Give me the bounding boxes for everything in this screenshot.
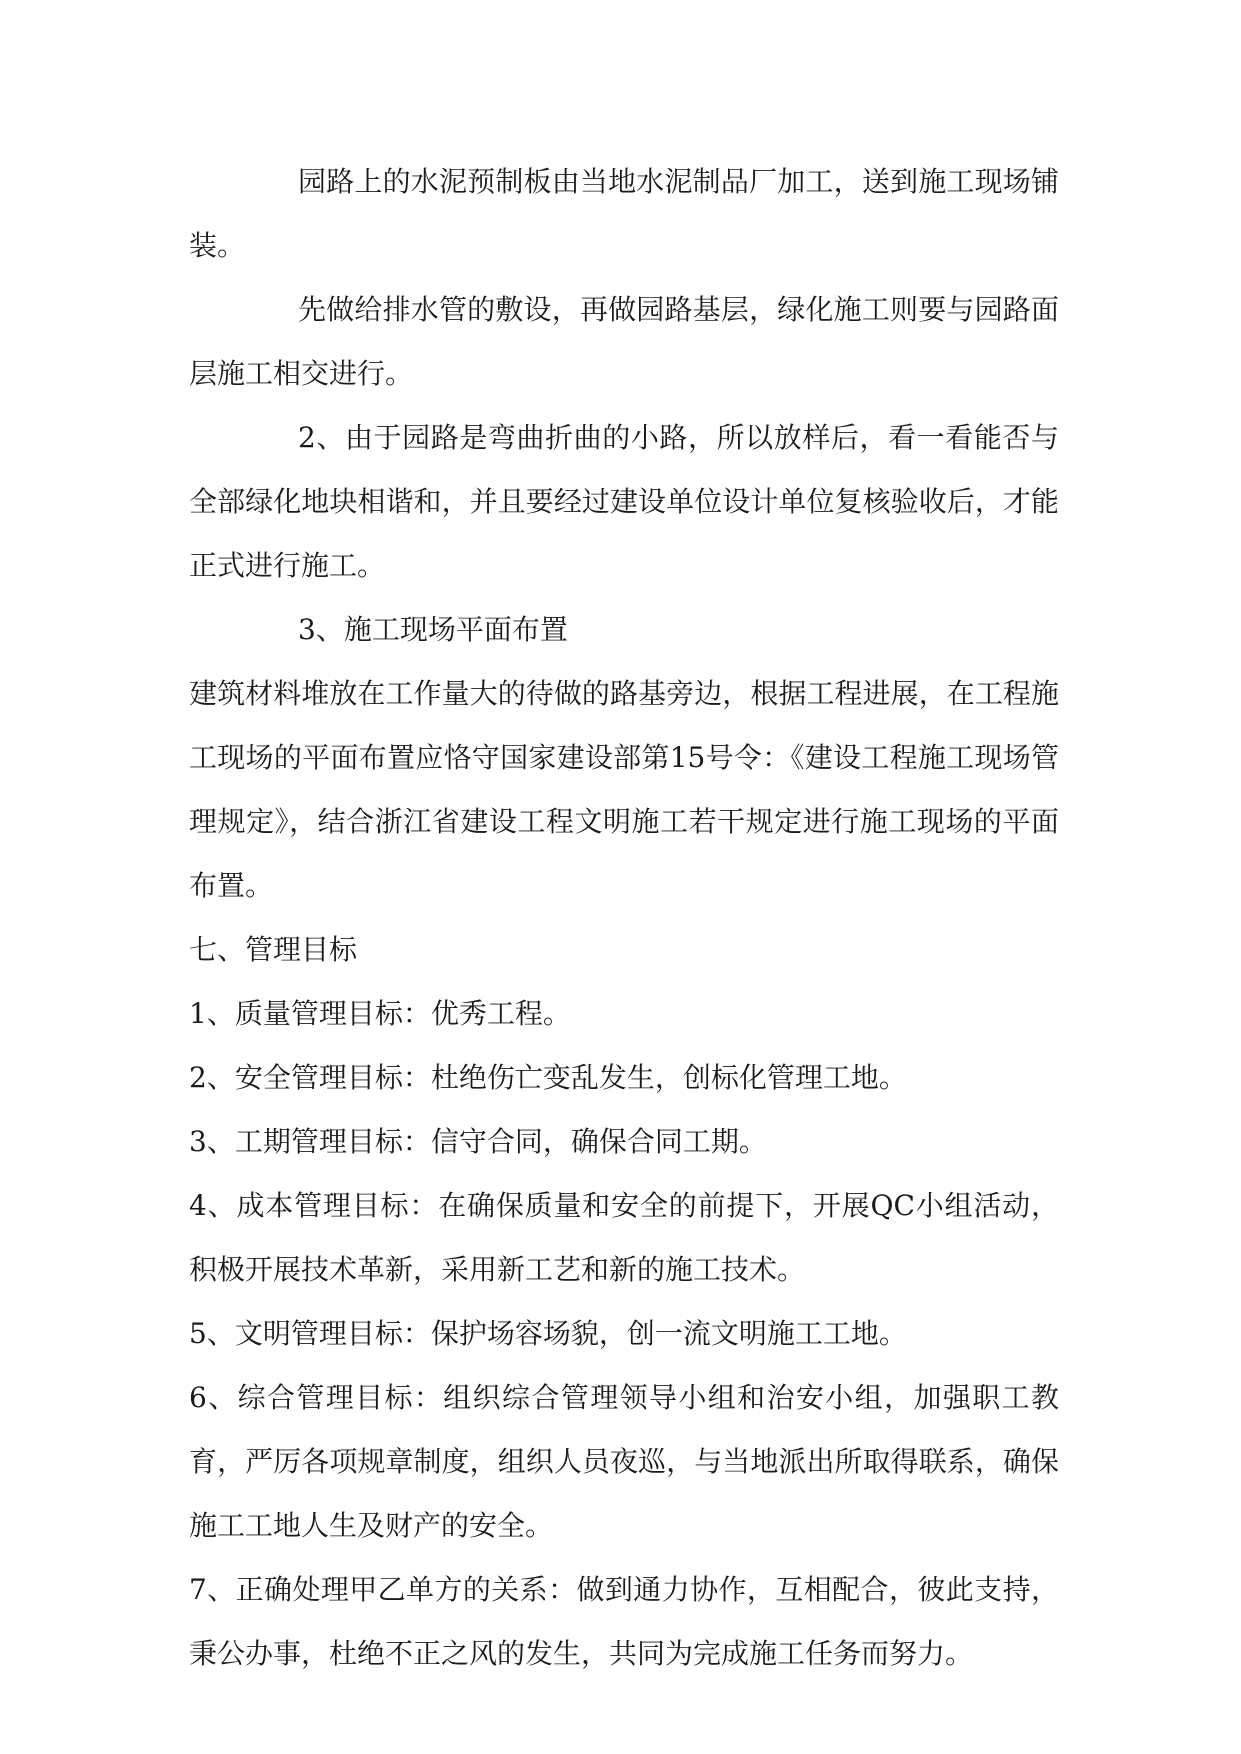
paragraph-material-storage: 建筑材料堆放在工作量大的待做的路基旁边，根据工程进展，在工程施工现场的平面布置应恪守国家建设部第15号令：《建设工程施工现场管理规定》，结合浙江省建设工程文明施工若干规定进行施工现场的平面布置。 (189, 677, 1059, 902)
paragraph-site-layout-heading: 3、施工现场平面布置 (298, 613, 568, 646)
goal-item-safety: 2、安全管理目标：杜绝伤亡变乱发生，创标化管理工地。 (189, 1061, 907, 1094)
goal-item-civilized-site: 5、文明管理目标：保护场容场貌，创一流文明施工工地。 (189, 1317, 907, 1350)
goal-item-quality: 1、质量管理目标：优秀工程。 (189, 997, 571, 1030)
goal-item-comprehensive: 6、综合管理目标：组织综合管理领导小组和治安小组，加强职工教育，严厉各项规章制度，组织人员夜巡，与当地派出所取得联系，确保施工工地人生及财产的安全。 (189, 1381, 1059, 1542)
goal-item-cost: 4、成本管理目标：在确保质量和安全的前提下，开展QC小组活动，积极开展技术革新，采用新工艺和新的施工技术。 (189, 1189, 1059, 1286)
goal-item-party-relations: 7、正确处理甲乙单方的关系：做到通力协作，互相配合，彼此支持，秉公办事，杜绝不正之风的发生，共同为完成施工任务而努力。 (189, 1573, 1059, 1670)
paragraph-paving-slabs: 园路上的水泥预制板由当地水泥制品厂加工，送到施工现场铺装。 (189, 165, 1059, 262)
goal-item-schedule: 3、工期管理目标：信守合同，确保合同工期。 (189, 1125, 767, 1158)
paragraph-construction-sequence: 先做给排水管的敷设，再做园路基层，绿化施工则要与园路面层施工相交进行。 (189, 293, 1059, 390)
paragraph-layout-review: 2、由于园路是弯曲折曲的小路，所以放样后，看一看能否与全部绿化地块相谐和，并且要经过建设单位设计单位复核验收后，才能正式进行施工。 (189, 421, 1059, 582)
section-heading-management-goals: 七、管理目标 (189, 933, 358, 966)
document-body (189, 150, 1059, 1686)
